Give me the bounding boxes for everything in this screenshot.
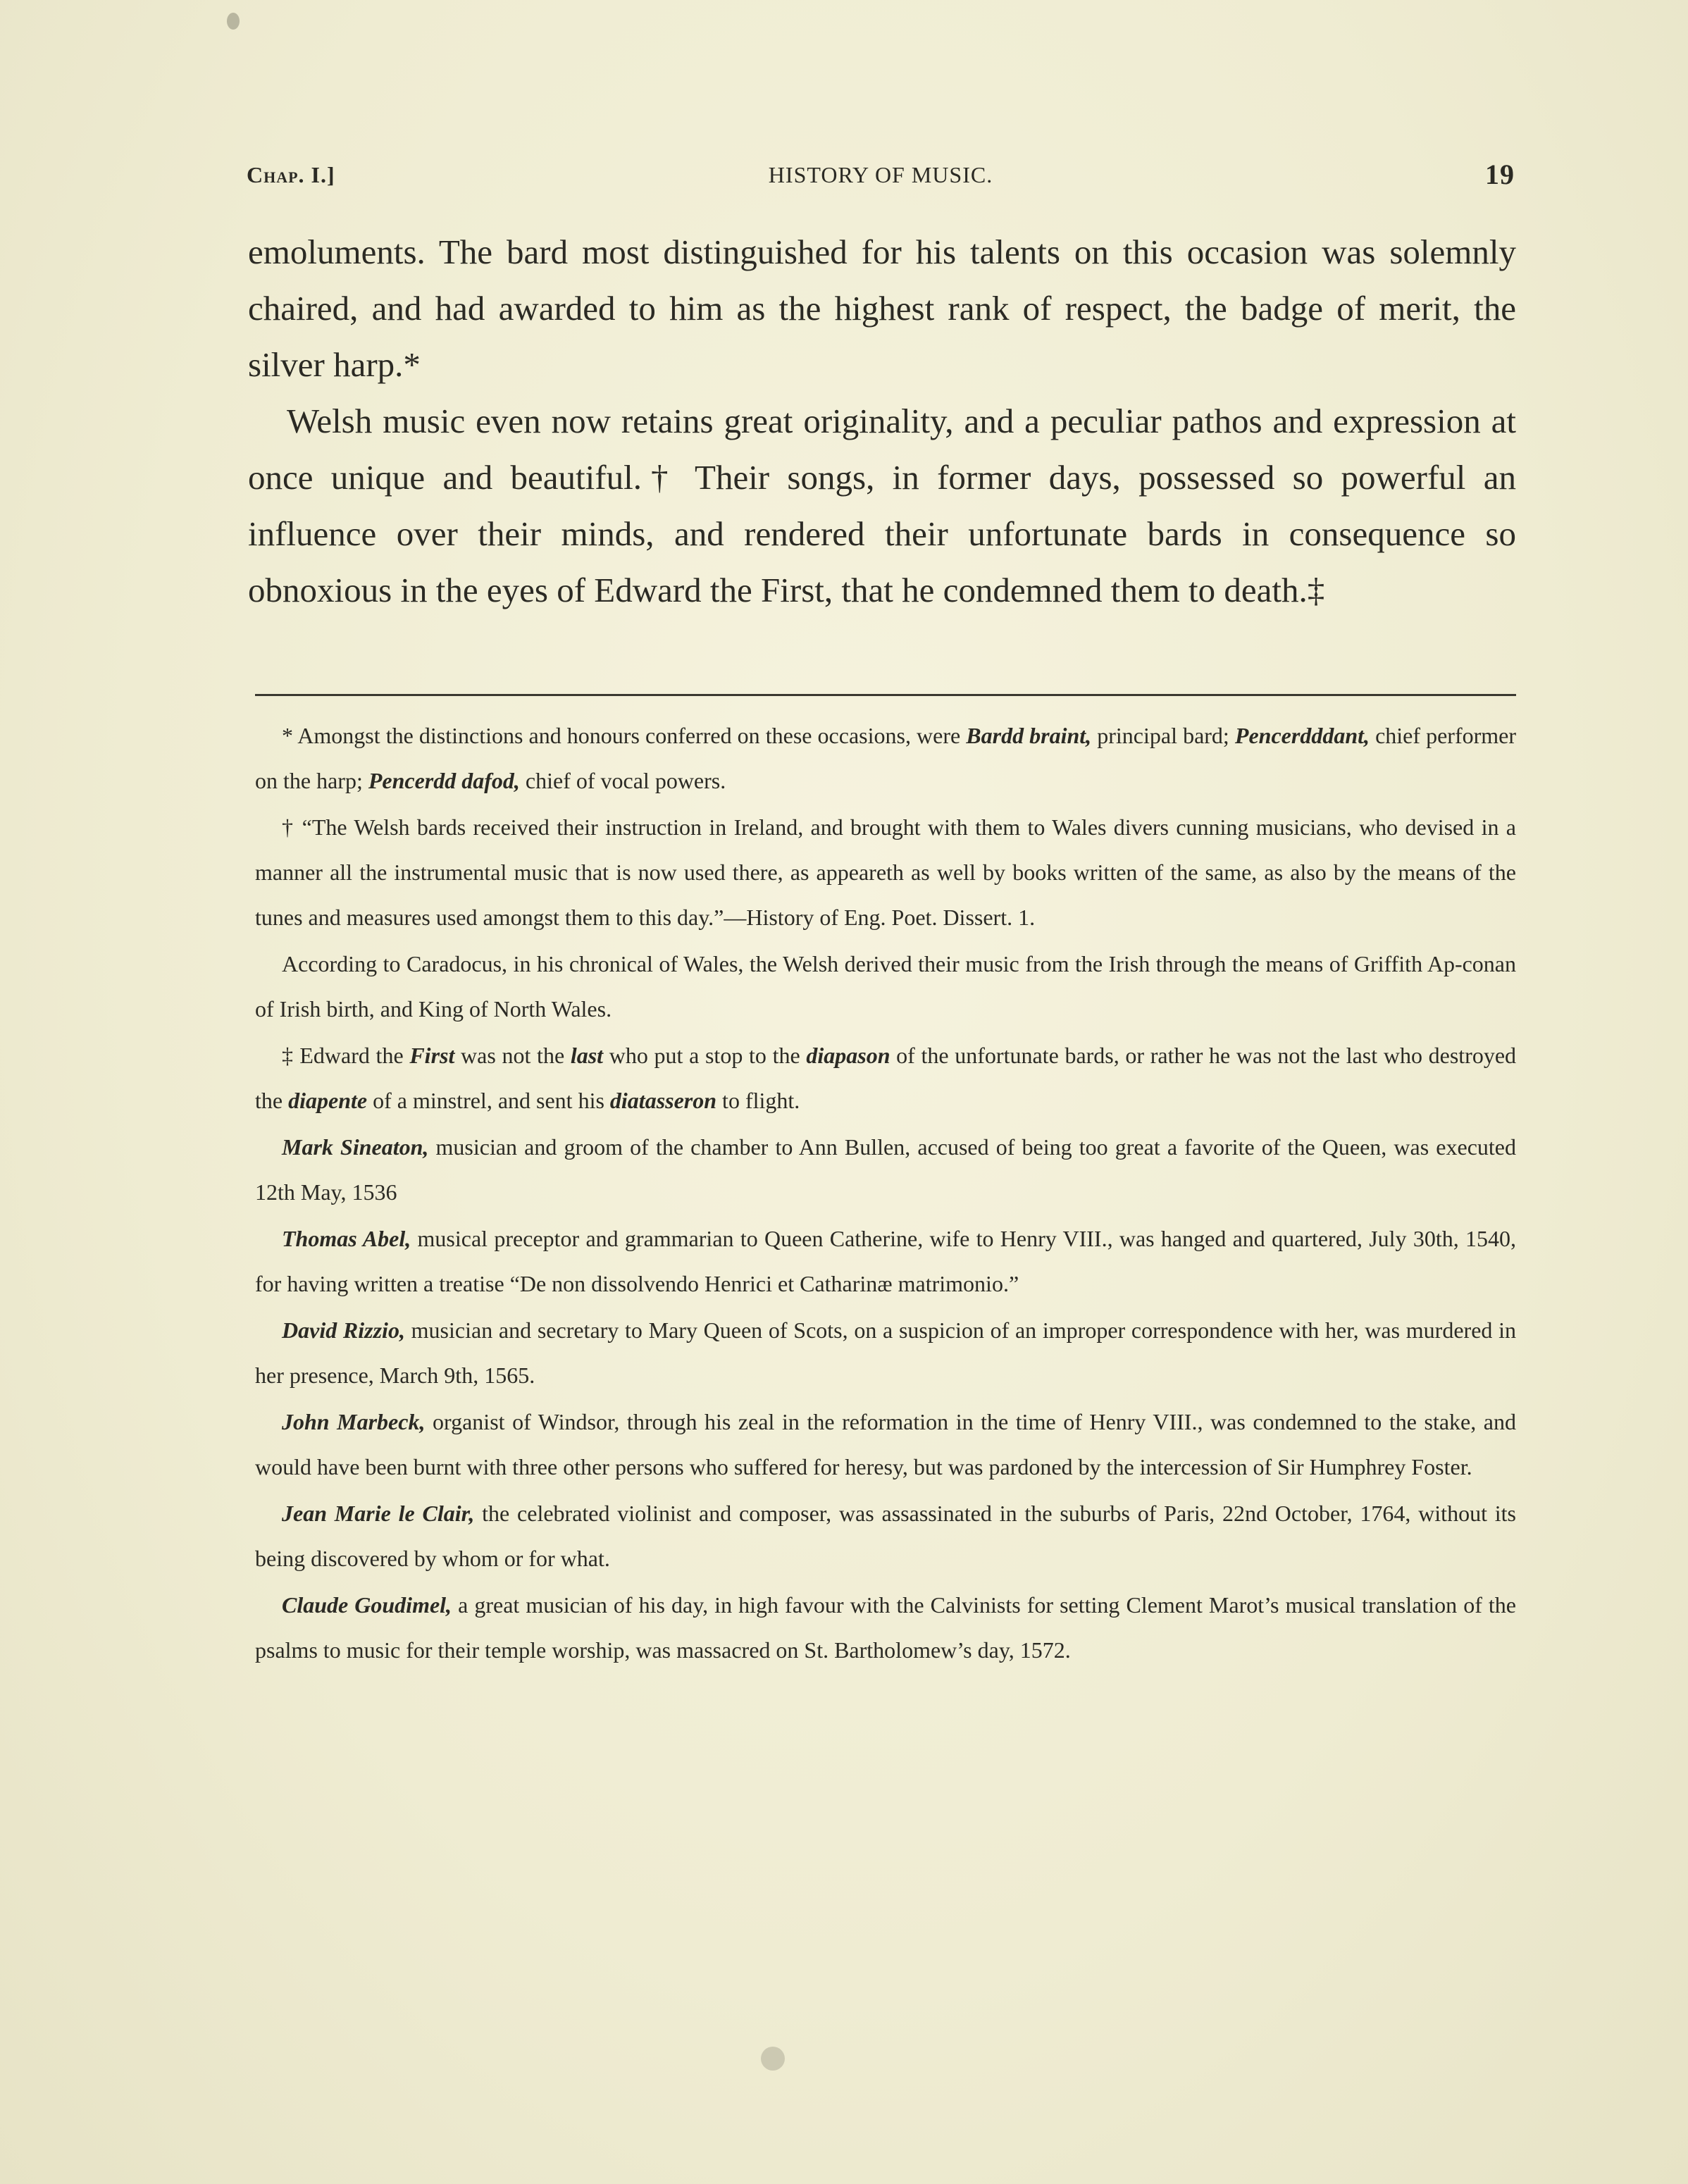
book-title: HISTORY OF MUSIC.: [768, 162, 993, 187]
paragraph: emoluments. The bard most distinguished for his talents on this occasion was solemnly chaired, and had awarded to him as the highest rank of respect, the badge of merit, the silver harp.*: [248, 232, 1516, 384]
main-text: [248, 224, 1516, 619]
footnote-leclair: Jean Marie le Clair, the celebrated violinist and composer, was assassinated in the suburbs of Paris, 22nd October, 1764, without its being discovered by whom or for what.: [255, 1501, 1517, 1571]
footnote-star: * Amongst the distinctions and honours conferred on these occasions, were Bardd braint, principal bard; Pencerdddant, chief performer on the harp; Pencerdd dafod, chief of vocal powers.: [255, 723, 1517, 793]
page-number: 19: [1485, 159, 1515, 190]
footnote-marbeck: John Marbeck, organist of Windsor, through his zeal in the reformation in the time of Henry VIII., was condemned to the stake, and would have been burnt with three other persons who suffered for heresy, but was pardoned by the intercession of Sir Humphrey Foster.: [255, 1409, 1517, 1479]
footnote-rizzio: David Rizzio, musician and secretary to Mary Queen of Scots, on a suspicion of an improper correspondence with her, was murdered in her presence, March 9th, 1565.: [255, 1317, 1517, 1388]
footnote-smeaton: Mark Sineaton, musician and groom of the chamber to Ann Bullen, accused of being too great a favorite of the Queen, was executed 12th May, 1536: [255, 1134, 1517, 1205]
chapter-label: Chap. I.]: [247, 162, 335, 187]
footnote-divider: [255, 694, 1516, 696]
running-head: [247, 159, 1515, 204]
footnote-dagger: † “The Welsh bards received their instruction in Ireland, and brought with them to Wales divers cunning musicians, who devised in a manner all the instrumental music that is now used there, as appeareth as well by books written of the same, as also by the means of the tunes and measures used amongst them to this day.”—History of Eng. Poet. Dissert. 1.: [255, 814, 1516, 930]
footnote-caradocus: According to Caradocus, in his chronical of Wales, the Welsh derived their music from the Irish through the means of Griffith Ap-conan of Irish birth, and King of North Wales.: [255, 951, 1516, 1022]
footnote-abel: Thomas Abel, musical preceptor and grammarian to Queen Catherine, wife to Henry VIII., was hanged and quartered, July 30th, 1540, for having written a treatise “De non dissolvendo Henrici et Catharinæ matrimonio.”: [255, 1226, 1517, 1296]
ink-smudge: [227, 13, 240, 30]
footnote-goudimel: Claude Goudimel, a great musician of his day, in high favour with the Calvinists for setting Clement Marot’s musical translation of the psalms to music for their temple worship, was massacred on St. Bartholomew’s day, 1572.: [255, 1592, 1517, 1663]
footnotes: [255, 713, 1516, 1674]
footnote-double-dagger: ‡ Edward the First was not the last who put a stop to the diapason of the unfortunate bards, or rather he was not the last who destroyed the diapente of a minstrel, and sent his diatasseron to flight.: [255, 1043, 1517, 1113]
paragraph: Welsh music even now retains great originality, and a peculiar pathos and expression at once unique and beautiful.† Their songs, in former days, possessed so powerful an influence over their minds, and rendered their unfortunate bards in consequence so obnoxious in the eyes of Edward the First, that he condemned them to death.‡: [248, 402, 1516, 609]
ink-smudge: [761, 2047, 785, 2071]
